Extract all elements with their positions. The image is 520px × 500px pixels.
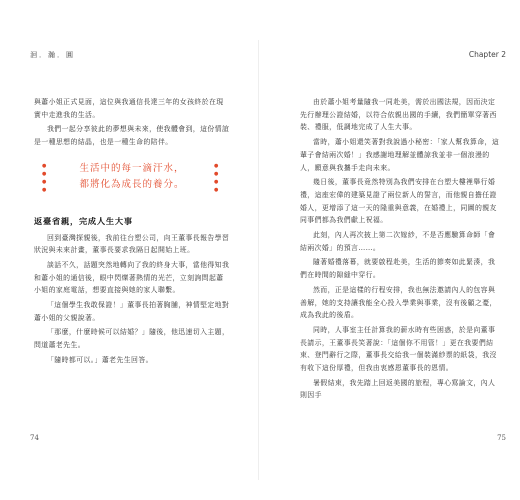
section-heading: 返臺省親，完成人生大事	[34, 215, 133, 226]
pull-quote	[34, 157, 230, 203]
right-body-text	[300, 96, 500, 404]
paragraph: 幾日後，董事長竟然特別為我們安排在台塑大樓裡舉行婚禮，這座宏偉的建築見證了兩位新人的誓言，而他親自擔任證婚人，更增添了這一天的隆重與意義，在婚禮上，同圖的親友同事們都為我們獻上祝福。	[300, 178, 497, 225]
pull-quote-text	[34, 161, 230, 193]
running-head: 洄．瀚．圓	[30, 51, 75, 59]
paragraph: 隨著婚禮落幕，就要啟程赴美，生活的節奏如此緊湊，我們在時間的隙縫中穿行。	[300, 258, 496, 280]
paragraph: 談話不久，話題突然地轉向了我的終身大事，當他得知我和蕭小姐的通信後，眼中閃爍著熱情的光芒，立刻詢問起蕭小姐的家庭電話，想要直接與她的家人聯繫。	[34, 260, 230, 295]
chapter-label: Chapter 2	[468, 50, 506, 59]
paragraph: 回到臺灣探親後，我前往台塑公司，向王董事長報告學習狀況與未來計畫，董事長要求我隔日起開始上班。	[34, 233, 230, 255]
paragraph: 與蕭小姐正式見面，這位與我通信長達三年的女孩終於在現實中走進我的生活。	[34, 98, 224, 119]
paragraph: 同時，人事室主任計算我的薪水時有些困惑，於是向董事長請示，王董事長笑著說：「這個你不用管！」更在我要們結束、登門辭行之際，董事長交給我一個裝滿紗票的紙袋，我沒有收下這份厚禮，但我由衷感恩董事長的恩情。	[300, 325, 497, 373]
paragraph: 由於蕭小姐考量隨我一同赴美，需於出國法規，因而決定先行辦理公證結婚，以符合依親出國的手續，我們簡單穿著西裝、禮服，低調地完成了人生大事。	[300, 98, 497, 132]
paragraph: 此刻，內人再次披上第二次嫁紗，不是否應驗算命師「會結兩次婚」的預言……。	[300, 231, 496, 252]
dots-ornament-icon: ● ● ● ●	[42, 162, 47, 193]
right-page	[260, 0, 520, 500]
paragraph: 「隨時都可以。」蕭老先生回答。	[47, 355, 153, 364]
page-number: 74	[30, 434, 39, 442]
paragraph: 當時，蕭小姐還笑著對我說過小秘密：「家人幫我算命，這輩子會結兩次婚！」我感謝地理解並體諒我並非一個浪漫的人，願意與我攜手走向未來。	[300, 138, 500, 172]
dots-ornament-icon: ● ● ● ●	[214, 162, 219, 193]
pull-quote-line: 都將化為成長的養分。	[79, 178, 185, 190]
pull-quote-line: 生活中的每一滴汗水，	[79, 162, 185, 174]
left-body-text	[34, 96, 230, 369]
page-number: 75	[497, 434, 506, 442]
paragraph: 然而，正是這樣的行程安排，我也無法邀請內人的包容與善解，她的支持讓我能全心投入學業與事業，沒有後顧之憂，成為我此的後盾。	[300, 285, 497, 320]
paragraph: 暑假結束，我先踏上回返美國的旅程，專心寫論文，內人則因手	[300, 378, 496, 400]
paragraph: 「那麼，什麼時候可以結婚？」隨後，他迅速切入主題，問道蕭老先生。	[34, 328, 230, 350]
paragraph: 我們一起分享彼此的夢想與未來，使我體會到，這份情誼是一種思想的結晶，也是一種生命的陪伴。	[34, 125, 230, 147]
paragraph: 「這個學生我敢保證！」董事長拍著胸脯，神情堅定地對蕭小姐的父親說著。	[34, 301, 230, 322]
